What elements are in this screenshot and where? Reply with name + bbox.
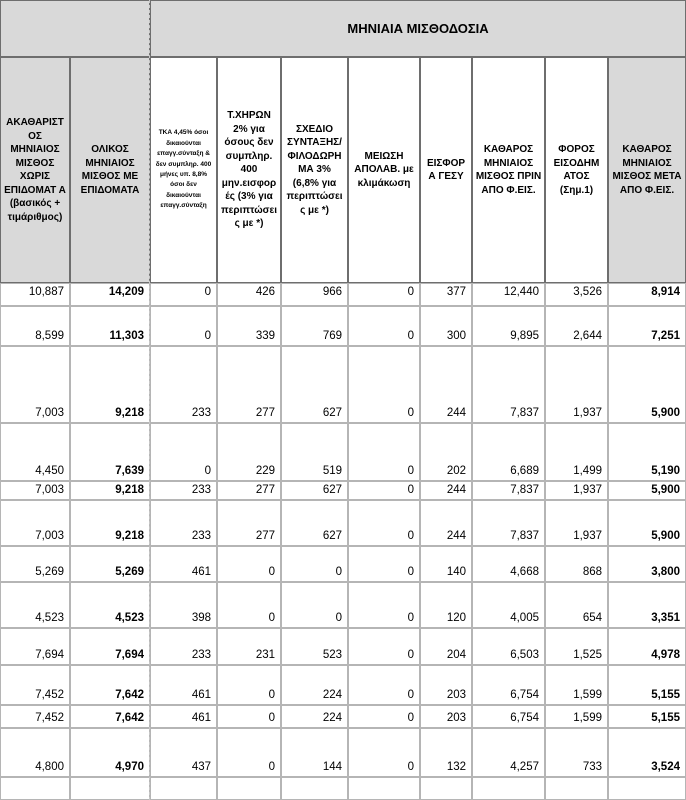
table-cell: 0 — [217, 728, 281, 777]
table-cell: 0 — [150, 306, 217, 346]
table-cell: 277 — [217, 500, 281, 546]
table-cell: 7,003 — [0, 500, 70, 546]
table-cell: 5,155 — [608, 665, 686, 705]
table-cell: 203 — [420, 705, 472, 728]
table-cell — [281, 777, 348, 800]
table-cell: 5,155 — [608, 705, 686, 728]
table-cell: 1,599 — [545, 705, 608, 728]
column-header-9: ΦΟΡΟΣ ΕΙΣΟΔΗΜ ΑΤΟΣ (Σημ.1) — [545, 57, 608, 283]
table-cell: 4,978 — [608, 628, 686, 665]
table-cell: 7,837 — [472, 500, 545, 546]
table-cell: 523 — [281, 628, 348, 665]
table-cell — [472, 777, 545, 800]
table-cell: 0 — [348, 283, 420, 306]
table-cell: 4,668 — [472, 546, 545, 582]
column-header-7: ΕΙΣΦΟΡ Α ΓΕΣΥ — [420, 57, 472, 283]
table-cell: 3,351 — [608, 582, 686, 628]
table-cell: 7,694 — [0, 628, 70, 665]
table-cell: 6,503 — [472, 628, 545, 665]
table-cell: 3,800 — [608, 546, 686, 582]
table-cell: 1,937 — [545, 481, 608, 500]
table-cell: 654 — [545, 582, 608, 628]
table-cell: 11,303 — [70, 306, 150, 346]
table-cell: 627 — [281, 500, 348, 546]
table-cell: 8,914 — [608, 283, 686, 306]
table-cell: 627 — [281, 346, 348, 423]
table-cell: 244 — [420, 346, 472, 423]
column-header-8: ΚΑΘΑΡΟΣ ΜΗΝΙΑΙΟΣ ΜΙΣΘΟΣ ΠΡΙΝ ΑΠΟ Φ.ΕΙΣ. — [472, 57, 545, 283]
table-cell: 339 — [217, 306, 281, 346]
table-cell — [420, 777, 472, 800]
table-cell: 300 — [420, 306, 472, 346]
table-cell: 0 — [348, 346, 420, 423]
table-cell: 204 — [420, 628, 472, 665]
table-cell: 0 — [348, 705, 420, 728]
table-cell — [150, 777, 217, 800]
table-cell — [608, 777, 686, 800]
table-cell: 4,257 — [472, 728, 545, 777]
table-cell: 3,524 — [608, 728, 686, 777]
table-cell: 7,642 — [70, 705, 150, 728]
table-cell: 868 — [545, 546, 608, 582]
table-cell: 0 — [281, 546, 348, 582]
table-cell: 224 — [281, 705, 348, 728]
table-cell: 10,887 — [0, 283, 70, 306]
table-title: ΜΗΝΙΑΙΑ ΜΙΣΘΟΔΟΣΙΑ — [150, 0, 686, 57]
table-cell: 461 — [150, 546, 217, 582]
table-cell: 0 — [150, 423, 217, 481]
column-header-4: Τ.ΧΗΡΩΝ 2% για όσους δεν συμπληρ. 400 μην.εισφορ ές (3% για περιπτώσει ς με *) — [217, 57, 281, 283]
table-cell: 233 — [150, 628, 217, 665]
table-cell: 6,689 — [472, 423, 545, 481]
table-cell: 7,452 — [0, 665, 70, 705]
table-cell: 0 — [281, 582, 348, 628]
table-cell: 769 — [281, 306, 348, 346]
table-cell: 202 — [420, 423, 472, 481]
table-cell: 1,937 — [545, 500, 608, 546]
table-cell: 233 — [150, 346, 217, 423]
table-cell: 519 — [281, 423, 348, 481]
table-cell: 7,694 — [70, 628, 150, 665]
table-cell: 0 — [348, 306, 420, 346]
table-cell: 244 — [420, 481, 472, 500]
table-cell: 6,754 — [472, 665, 545, 705]
table-cell: 0 — [348, 423, 420, 481]
table-cell: 426 — [217, 283, 281, 306]
table-cell: 0 — [217, 665, 281, 705]
column-header-2: ΟΛΙΚΟΣ ΜΗΝΙΑΙΟΣ ΜΙΣΘΟΣ ΜΕ ΕΠΙΔΟΜΑΤΑ — [70, 57, 150, 283]
table-cell: 0 — [348, 728, 420, 777]
table-cell: 437 — [150, 728, 217, 777]
table-cell: 461 — [150, 705, 217, 728]
column-header-3: ΤΚΑ 4,45% όσοι δικαιούνται επαγγ.σύνταξη & δεν συμπληρ. 400 μήνες υπ. 8,8% όσοι δεν δικαιούνται επαγγ.σύνταξη — [150, 57, 217, 283]
table-cell: 4,523 — [0, 582, 70, 628]
table-cell: 5,269 — [0, 546, 70, 582]
table-cell: 0 — [348, 665, 420, 705]
table-cell: 461 — [150, 665, 217, 705]
table-cell: 2,644 — [545, 306, 608, 346]
table-cell: 5,900 — [608, 346, 686, 423]
column-header-6: ΜΕΙΩΣΗ ΑΠΟΛΑΒ. με κλιμάκωση — [348, 57, 420, 283]
table-cell: 377 — [420, 283, 472, 306]
table-cell: 140 — [420, 546, 472, 582]
table-cell — [0, 777, 70, 800]
table-cell: 233 — [150, 500, 217, 546]
column-header-10: ΚΑΘΑΡΟΣ ΜΗΝΙΑΙΟΣ ΜΙΣΘΟΣ ΜΕΤΑ ΑΠΟ Φ.ΕΙΣ. — [608, 57, 686, 283]
table-cell: 9,218 — [70, 346, 150, 423]
table-cell: 0 — [150, 283, 217, 306]
table-cell: 4,970 — [70, 728, 150, 777]
table-cell: 8,599 — [0, 306, 70, 346]
table-cell: 9,218 — [70, 481, 150, 500]
table-cell: 966 — [281, 283, 348, 306]
table-cell: 7,251 — [608, 306, 686, 346]
table-cell: 0 — [217, 546, 281, 582]
table-cell: 244 — [420, 500, 472, 546]
table-cell: 144 — [281, 728, 348, 777]
table-cell: 4,005 — [472, 582, 545, 628]
title-left-blank — [0, 0, 150, 57]
table-cell: 14,209 — [70, 283, 150, 306]
table-cell: 233 — [150, 481, 217, 500]
table-cell: 5,269 — [70, 546, 150, 582]
column-divider — [149, 0, 150, 800]
table-cell: 0 — [348, 500, 420, 546]
table-cell — [217, 777, 281, 800]
table-cell: 7,003 — [0, 346, 70, 423]
table-cell: 4,800 — [0, 728, 70, 777]
table-cell: 627 — [281, 481, 348, 500]
table-cell — [348, 777, 420, 800]
table-cell: 0 — [348, 582, 420, 628]
table-cell: 0 — [217, 582, 281, 628]
table-cell: 1,599 — [545, 665, 608, 705]
table-cell: 7,837 — [472, 481, 545, 500]
table-cell: 0 — [348, 481, 420, 500]
table-cell: 0 — [348, 546, 420, 582]
table-cell: 4,523 — [70, 582, 150, 628]
table-cell: 3,526 — [545, 283, 608, 306]
table-cell: 5,900 — [608, 500, 686, 546]
table-cell: 7,642 — [70, 665, 150, 705]
table-cell: 1,499 — [545, 423, 608, 481]
table-cell: 5,900 — [608, 481, 686, 500]
table-cell: 1,525 — [545, 628, 608, 665]
table-cell: 120 — [420, 582, 472, 628]
table-cell: 7,452 — [0, 705, 70, 728]
table-cell: 9,895 — [472, 306, 545, 346]
table-cell — [70, 777, 150, 800]
table-cell: 0 — [348, 628, 420, 665]
table-cell: 5,190 — [608, 423, 686, 481]
table-cell: 277 — [217, 346, 281, 423]
table-cell: 733 — [545, 728, 608, 777]
table-cell: 203 — [420, 665, 472, 705]
table-cell: 0 — [217, 705, 281, 728]
table-cell: 7,837 — [472, 346, 545, 423]
table-cell: 398 — [150, 582, 217, 628]
table-cell: 224 — [281, 665, 348, 705]
table-cell: 132 — [420, 728, 472, 777]
column-header-1: ΑΚΑΘΑΡΙΣΤ ΟΣ ΜΗΝΙΑΙΟΣ ΜΙΣΘΟΣ ΧΩΡΙΣ ΕΠΙΔΟΜΑΤ Α (βασικός + τιμάριθμος) — [0, 57, 70, 283]
table-cell: 4,450 — [0, 423, 70, 481]
column-header-5: ΣΧΕΔΙΟ ΣΥΝΤΑΞΗΣ/ ΦΙΛΟΔΩΡΗ ΜΑ 3% (6,8% για περιπτώσει ς με *) — [281, 57, 348, 283]
table-cell: 277 — [217, 481, 281, 500]
table-cell: 229 — [217, 423, 281, 481]
table-cell: 9,218 — [70, 500, 150, 546]
table-cell — [545, 777, 608, 800]
table-cell: 7,003 — [0, 481, 70, 500]
table-cell: 6,754 — [472, 705, 545, 728]
table-cell: 231 — [217, 628, 281, 665]
table-cell: 1,937 — [545, 346, 608, 423]
table-cell: 7,639 — [70, 423, 150, 481]
table-cell: 12,440 — [472, 283, 545, 306]
